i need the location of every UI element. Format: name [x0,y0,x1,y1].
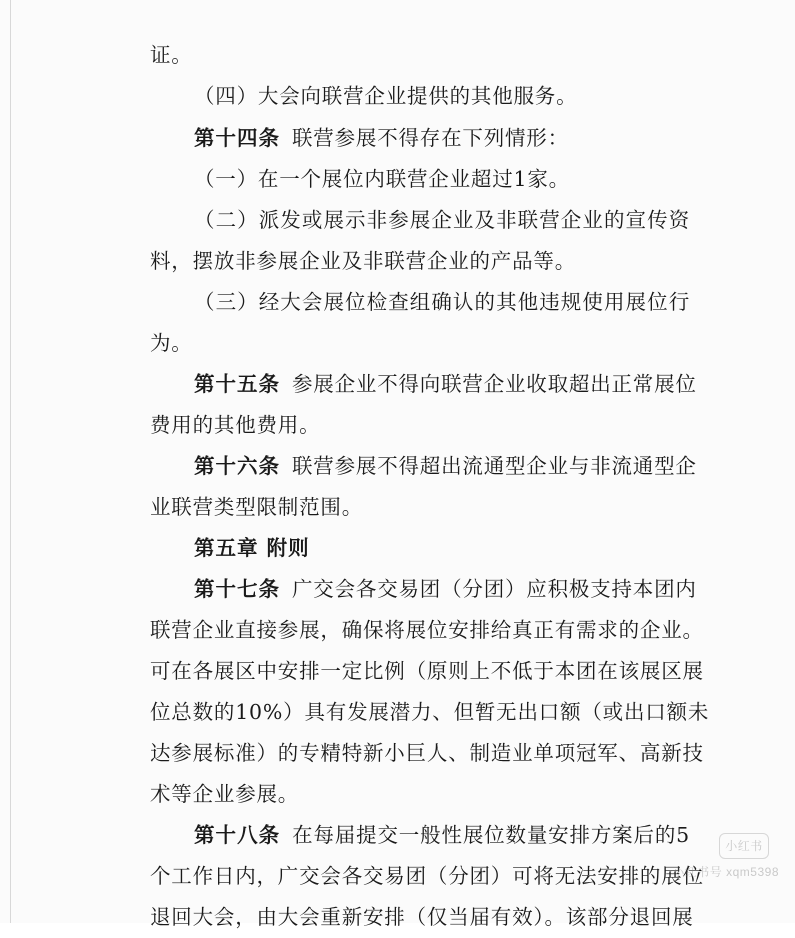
text-line: 可在各展区中安排一定比例（原则上不低于本团在该展区展 [150,659,704,683]
article-eighteen-line [194,815,690,856]
article-number: 第十四条 [194,126,280,150]
text-line: 业联营类型限制范围。 [150,495,363,519]
watermark [653,833,779,887]
article-number: 第十七条 [194,577,280,601]
article-sixteen-line [194,446,697,487]
chapter-heading: 第五章 附则 [194,536,310,560]
article-fifteen-line [194,364,697,405]
text-line: 料，摆放非参展企业及非联营企业的产品等。 [150,249,576,273]
text-line: 为。 [150,331,193,355]
article-text: 联营参展不得存在下列情形： [292,126,569,150]
text-line: 术等企业参展。 [150,782,300,806]
text-line: 退回大会，由大会重新安排（仅当届有效）。该部分退回展 [150,905,694,929]
article-text: 广交会各交易团（分团）应积极支持本团内 [292,577,697,601]
article-number: 第十六条 [194,454,280,478]
article-number: 第十八条 [194,823,281,847]
text-line: 达参展标准）的专精特新小巨人、制造业单项冠军、高新技 [150,741,704,765]
article-text: 联营参展不得超出流通型企业与非流通型企 [292,454,697,478]
watermark-logo: 小红书 [719,833,769,859]
article-text: 在每届提交一般性展位数量安排方案后的5 [292,823,690,847]
text-line: （二）派发或展示非参展企业及非联营企业的宣传资 [194,208,690,232]
text-line: （一）在一个展位内联营企业超过1家。 [194,167,570,191]
watermark-id: 小红书号 xqm5398 [672,865,779,879]
article-number: 第十五条 [194,372,280,396]
text-line: 证。 [150,43,193,67]
text-line: （三）经大会展位检查组确认的其他违规使用展位行 [194,290,690,314]
article-text: 参展企业不得向联营企业收取超出正常展位 [292,372,697,396]
article-fourteen-line [194,118,690,159]
text-line: 联营企业直接参展，确保将展位安排给真正有需求的企业。 [150,618,704,642]
text-line: 位总数的10%）具有发展潜力、但暂无出口额（或出口额未 [150,700,710,724]
article-seventeen-line [194,569,697,610]
text-line: 费用的其他费用。 [150,413,321,437]
text-line: （四）大会向联营企业提供的其他服务。 [194,84,578,108]
text-line: 个工作日内，广交会各交易团（分团）可将无法安排的展位 [150,864,704,888]
